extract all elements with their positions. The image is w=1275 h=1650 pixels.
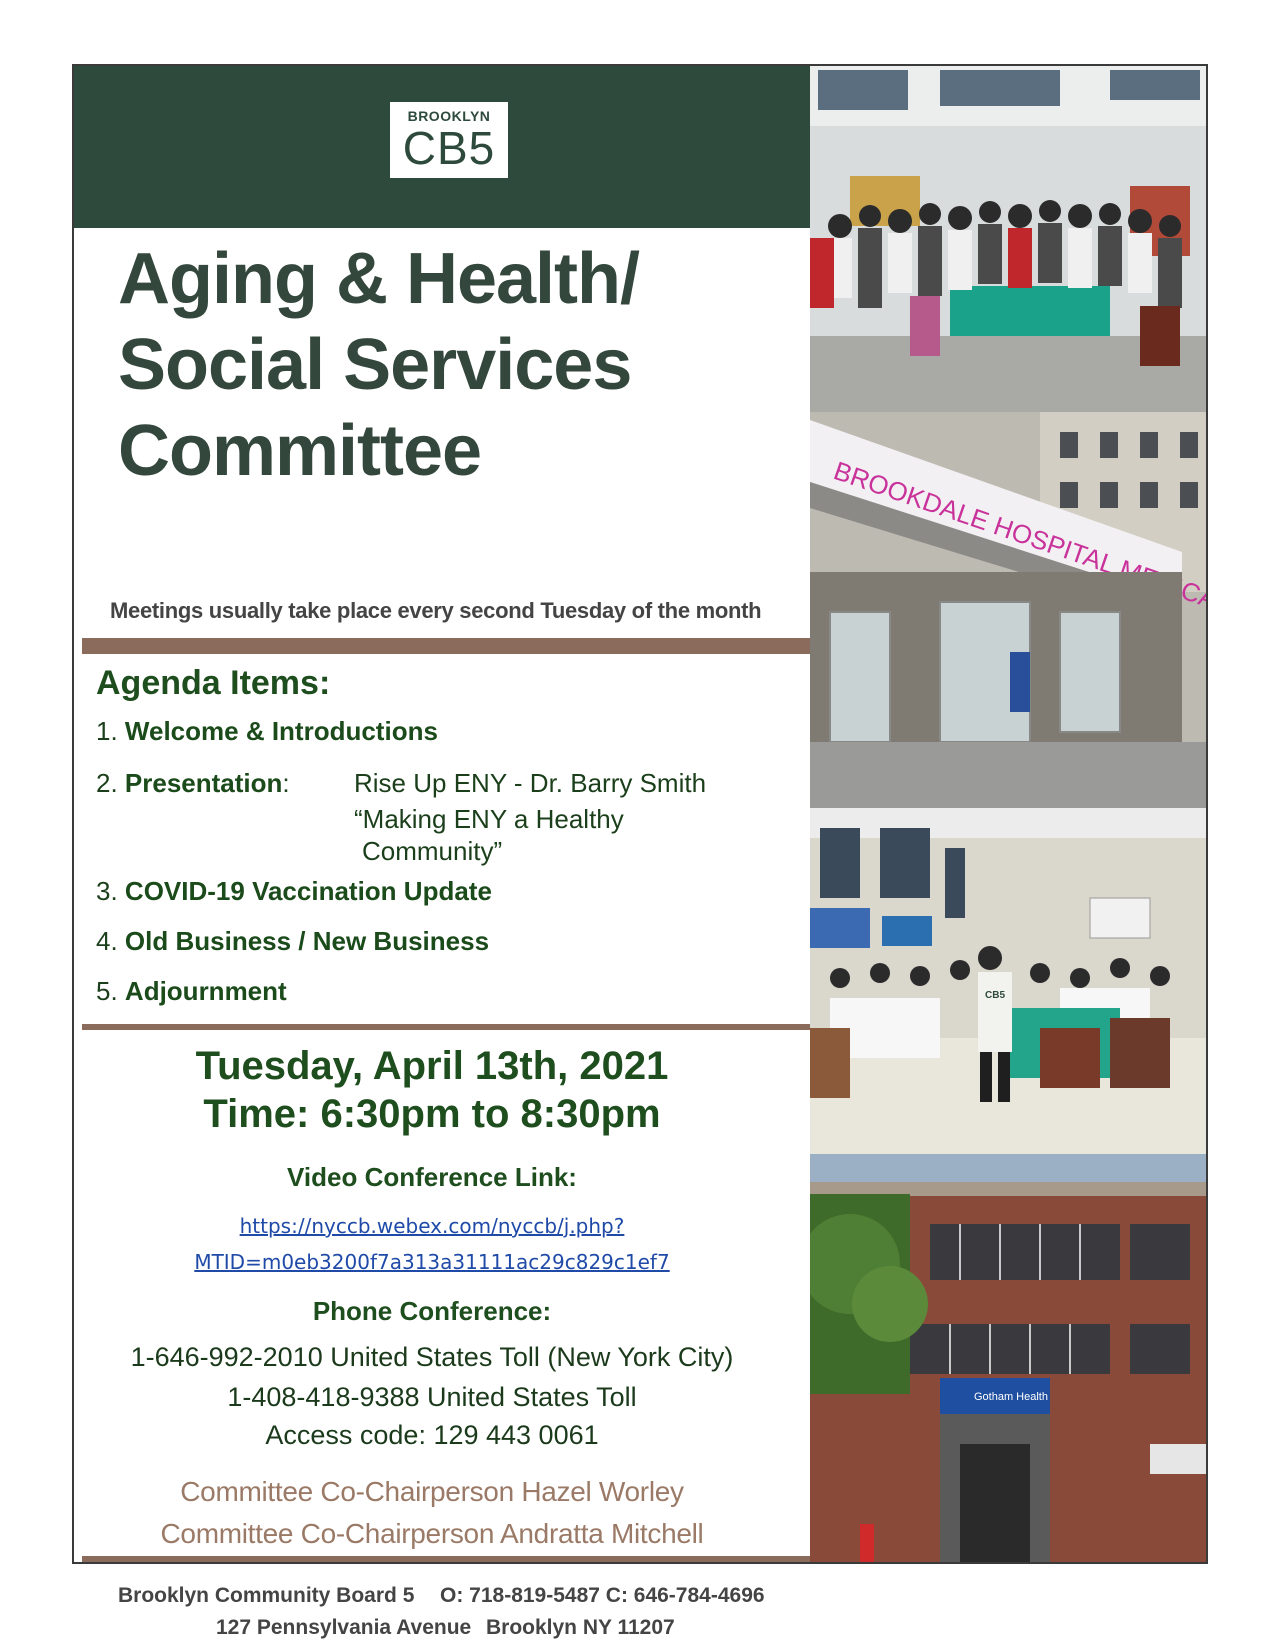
agenda-item-number: 3. bbox=[96, 876, 118, 906]
agenda-item-label: COVID-19 Vaccination Update bbox=[124, 876, 492, 906]
cb5-logo bbox=[390, 102, 508, 178]
flyer-left-column bbox=[74, 66, 810, 1562]
agenda-item bbox=[96, 716, 438, 747]
divider-middle bbox=[82, 1024, 810, 1030]
photo-senior-group bbox=[810, 66, 1206, 412]
flyer-photo-column bbox=[810, 66, 1206, 1562]
phone-number-toll: 1-408-418-9388 United States Toll bbox=[227, 1382, 637, 1412]
video-conference-heading: Video Conference Link: bbox=[287, 1162, 577, 1192]
presentation-speaker: Rise Up ENY - Dr. Barry Smith bbox=[354, 768, 707, 798]
agenda-item bbox=[96, 876, 492, 907]
co-chair-1: Committee Co-Chairperson Hazel Worley bbox=[180, 1476, 684, 1507]
header-band bbox=[74, 66, 810, 228]
tshirt-logo-text: CB5 bbox=[985, 990, 1006, 1001]
divider-top bbox=[82, 638, 810, 654]
video-conference-link-line-1[interactable]: https://nyccb.webex.com/nyccb/j.php? bbox=[239, 1214, 625, 1238]
phone-number-nyc: 1-646-992-2010 United States Toll (New York City) bbox=[130, 1342, 734, 1372]
agenda-item-label: Old Business / New Business bbox=[124, 926, 490, 956]
title-line-1: Aging & Health/ bbox=[118, 239, 639, 319]
agenda-item bbox=[96, 926, 489, 957]
agenda-heading: Agenda Items: bbox=[96, 664, 331, 702]
clinic-sign-text: Gotham Health bbox=[974, 1391, 1048, 1403]
meeting-schedule-tagline: Meetings usually take place every second Tuesday of the month bbox=[110, 598, 762, 623]
agenda-item bbox=[96, 768, 290, 799]
agenda-item-suffix: : bbox=[282, 768, 290, 798]
divider-bottom bbox=[82, 1556, 810, 1564]
footer-phones: O: 718-819-5487 C: 646-784-4696 bbox=[440, 1584, 765, 1607]
photo-community-meeting-image bbox=[810, 808, 1206, 1154]
presentation-topic-line-2: Community” bbox=[362, 836, 503, 866]
agenda-item bbox=[96, 976, 287, 1007]
footer-org: Brooklyn Community Board 5 bbox=[118, 1584, 415, 1607]
video-link-line-2-wrap bbox=[74, 1250, 790, 1274]
title-line-3: Committee bbox=[118, 411, 482, 491]
logo-top-text: BROOKLYN bbox=[407, 108, 491, 124]
agenda-item-number: 5. bbox=[96, 976, 118, 1006]
meeting-time: Time: 6:30pm to 8:30pm bbox=[203, 1092, 661, 1136]
agenda-item-number: 2. bbox=[96, 768, 118, 798]
photo-senior-group-image bbox=[810, 66, 1206, 412]
co-chair-2: Committee Co-Chairperson Andratta Mitchell bbox=[160, 1518, 704, 1549]
photo-gotham-health-building-image bbox=[810, 1154, 1206, 1562]
access-code: Access code: 129 443 0061 bbox=[265, 1420, 599, 1450]
committee-title bbox=[118, 236, 798, 494]
logo-main-text: CB5 bbox=[402, 122, 496, 174]
footer-city: Brooklyn NY 11207 bbox=[486, 1616, 675, 1639]
agenda-item-label: Adjournment bbox=[124, 976, 287, 1006]
video-link-line-1-wrap bbox=[74, 1214, 790, 1238]
agenda-item-label: Presentation bbox=[124, 768, 283, 798]
flyer bbox=[72, 64, 1208, 1564]
title-line-2: Social Services bbox=[118, 325, 632, 405]
photo-community-meeting bbox=[810, 808, 1206, 1154]
photo-brookdale-hospital bbox=[810, 412, 1206, 808]
footer-address: 127 Pennsylvania Avenue bbox=[216, 1616, 472, 1639]
agenda-item-number: 4. bbox=[96, 926, 118, 956]
meeting-date: Tuesday, April 13th, 2021 bbox=[195, 1044, 669, 1088]
hospital-sign-text: BROOKDALE HOSPITAL bbox=[830, 455, 1119, 580]
phone-conference-heading: Phone Conference: bbox=[312, 1296, 552, 1326]
agenda-item-label: Welcome & Introductions bbox=[124, 716, 438, 746]
photo-gotham-health-building bbox=[810, 1154, 1206, 1562]
video-conference-link-line-2[interactable]: MTID=m0eb3200f7a313a31111ac29c829c1ef7 bbox=[194, 1250, 670, 1274]
photo-brookdale-hospital-image bbox=[810, 412, 1206, 808]
presentation-topic-line-1: “Making ENY a Healthy bbox=[354, 804, 624, 834]
agenda-item-number: 1. bbox=[96, 716, 118, 746]
